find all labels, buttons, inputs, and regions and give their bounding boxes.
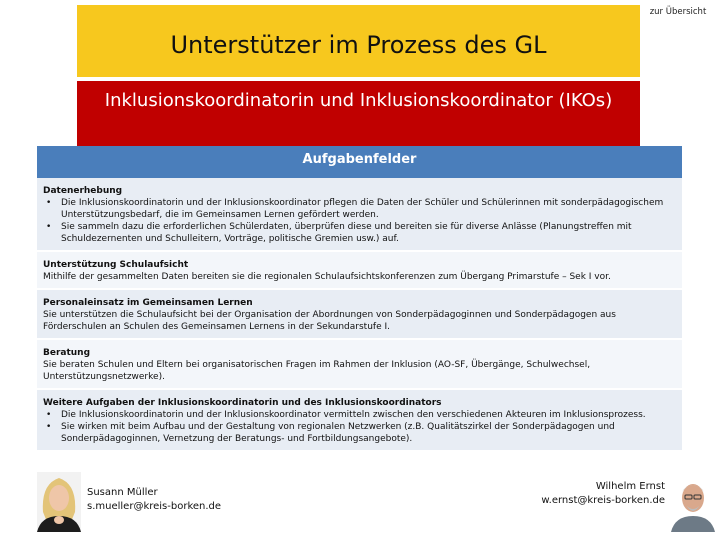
task-text: Mithilfe der gesammelten Daten bereiten sie die regionalen Schulaufsichtskonferenzen zum Übergang Primarstufe – Sek I vor. <box>43 272 611 282</box>
contact-text <box>541 472 665 532</box>
task-title: Weitere Aufgaben der Inklusionskoordinatorin und des Inklusionskoordinators <box>43 398 442 408</box>
task-title: Unterstützung Schulaufsicht <box>43 260 189 270</box>
avatar <box>671 472 715 532</box>
task-bullets <box>43 409 676 445</box>
task-title: Beratung <box>43 348 91 358</box>
contact-card-right <box>470 472 715 532</box>
task-bullet: • Die Inklusionskoordinatorin und der Inklusionskoordinator vermitteln zwischen den verschiedenen Akteuren im Inklusionsprozess. <box>43 409 676 421</box>
task-block-beratung <box>37 340 682 390</box>
task-block-personaleinsatz <box>37 290 682 340</box>
task-bullet: • Sie wirken mit beim Aufbau und der Gestaltung von regionalen Netzwerken (z.B. Qualitätszirkel der Sonderpädagogen und Sonderpädagoginnen, Vernetzung der Beratungs- und Fortbildungsangebote). <box>43 421 676 445</box>
task-text: Sie beraten Schulen und Eltern bei organisatorischen Fragen im Rahmen der Inklusion (AO-SF, Übergänge, Schulwechsel, Unterstützungsnetzwerke). <box>43 360 591 382</box>
contact-card-left <box>37 472 297 532</box>
avatar <box>37 472 81 532</box>
section-header <box>37 146 682 178</box>
task-bullet: • Die Inklusionskoordinatorin und der Inklusionskoordinator pflegen die Daten der Schüler und Schülerinnen mit sonderpädagogischem Unterstützungsbedarf, die im Gemeinsamen Lernen gefördert werden. <box>43 197 676 221</box>
task-bullets <box>43 197 676 245</box>
subtitle-banner <box>77 81 640 147</box>
overview-link[interactable]: zur Übersicht <box>649 7 707 17</box>
subtitle: Inklusionskoordinatorin und Inklusionskoordinator (IKOs) <box>104 90 613 111</box>
contact-email-link[interactable]: s.mueller@kreis-borken.de <box>87 501 222 512</box>
contact-name: Susann Müller <box>87 487 158 498</box>
section-header-label: Aufgabenfelder <box>302 151 417 167</box>
person-photo-icon <box>37 472 81 532</box>
task-bullet: • Sie sammeln dazu die erforderlichen Schülerdaten, überprüfen diese und bereiten sie für diverse Anlässe (Planungstreffen mit Schuldezernenten und Schulleitern, Vorträge, politische Gremien usw.) auf. <box>43 221 676 245</box>
person-photo-icon <box>671 472 715 532</box>
task-block-weitere-aufgaben <box>37 390 682 452</box>
task-text: Sie unterstützen die Schulaufsicht bei der Organisation der Abordnungen von Sonderpädagoginnen und Sonderpädagogen aus Förderschulen an Schulen des Gemeinsamen Lernens in der Sekundarstufe I. <box>43 310 616 332</box>
contact-text <box>87 472 221 532</box>
task-title: Datenerhebung <box>43 186 123 196</box>
task-list <box>37 178 682 452</box>
contact-name: Wilhelm Ernst <box>595 481 665 492</box>
page-title: Unterstützer im Prozess des GL <box>170 31 547 59</box>
contact-email-link[interactable]: w.ernst@kreis-borken.de <box>541 495 665 506</box>
page-title-banner <box>77 5 640 77</box>
task-title: Personaleinsatz im Gemeinsamen Lernen <box>43 298 253 308</box>
task-block-datenerhebung <box>37 178 682 252</box>
task-block-schulaufsicht <box>37 252 682 290</box>
